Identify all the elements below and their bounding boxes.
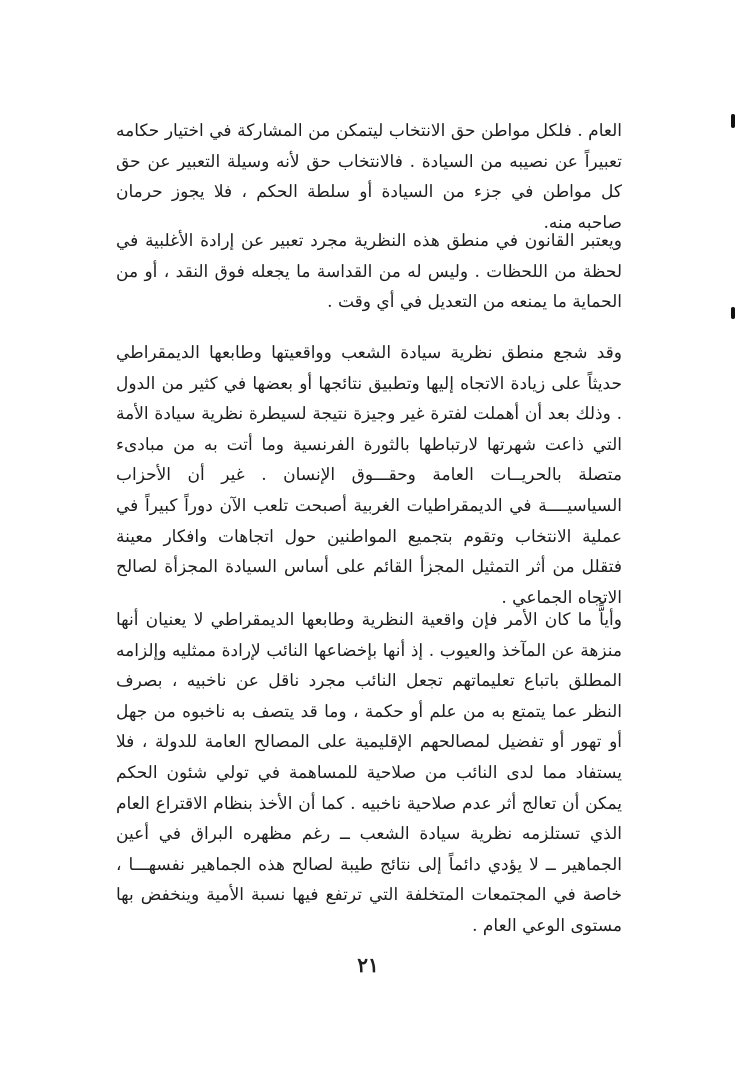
paragraph-3: وقد شجع منطق نظرية سيادة الشعب وواقعيتها وطابعها الديمقراطي حديثاً على زيادة الاتجاه إليها وتطبيق نتائجها أو بعضها في كثير من الدول . وذلك بعد أن أهملت لفترة غير وجيزة نتيجة لسيطرة نظرية سيادة الأمة التي ذاعت شهرتها لارتباطها بالثورة الفرنسية وما أتت به من مبادىء متصلة بالحريــات العامة وحقـــوق الإنسان . غير أن الأحزاب السياسيــــة في الديمقراطيات الغربية أصبحت تلعب الآن دوراً كبيراً في عملية الانتخاب وتقوم بتجميع المواطنين حول اتجاهات وافكار معينة فتقلل من أثر التمثيل المجزأ القائم على أساس السيادة المجزأة لصالح الاتجاه الجماعي . <box>116 343 622 608</box>
page-number: ٢١ <box>357 953 379 977</box>
paragraph-2: ويعتبر القانون في منطق هذه النظرية مجرد تعبير عن إرادة الأغلبية في لحظة من اللحظات . وليس له من القداسة ما يجعله فوق النقد ، أو من الحماية ما يمنعه من التعديل في أي وقت . <box>116 231 622 313</box>
paragraph-4: وأياًّ ما كان الأمر فإن واقعية النظرية وطابعها الديمقراطي لا يعنيان أنها منزهة عن المآخذ والعيوب . إذ أنها بإخضاعها النائب لإرادة ممثليه وإلزامه المطلق باتباع تعليماتهم تجعل النائب مجرد ناقل عن ناخبيه ، بصرف النظر عما يتمتع به من علم أو حكمة ، وما قد يتصف به ناخبوه من جهل أو تهور أو تفضيل لمصالحهم الإقليمية على المصالح العامة للدولة ، فلا يستفاد مما لدى النائب من صلاحية للمساهمة في تولي شئون الحكم يمكن أن تعالج أثر عدم صلاحية ناخبيه . كما أن الأخذ بنظام الاقتراع العام الذي تستلزمه نظرية سيادة الشعب ــ رغم مظهره البراق في أعين الجماهير ــ لا يؤدي دائماً إلى نتائج طيبة لصالح هذه الجماهير نفسهـــا ، خاصة في المجتمعات المتخلفة التي ترتفع فيها نسبة الأمية وينخفض بها مستوى الوعي العام . <box>116 610 623 936</box>
scan-edge-mark <box>731 307 735 319</box>
scan-edge-mark <box>731 114 735 128</box>
paragraph-1: العام . فلكل مواطن حق الانتخاب ليتمكن من المشاركة في اختيار حكامه تعبيراً عن نصيبه من السيادة . فالانتخاب حق لأنه وسيلة التعبير عن حق كل مواطن في جزء من السيادة أو سلطة الحكم ، فلا يجوز حرمان صاحبه منه. <box>116 121 622 233</box>
